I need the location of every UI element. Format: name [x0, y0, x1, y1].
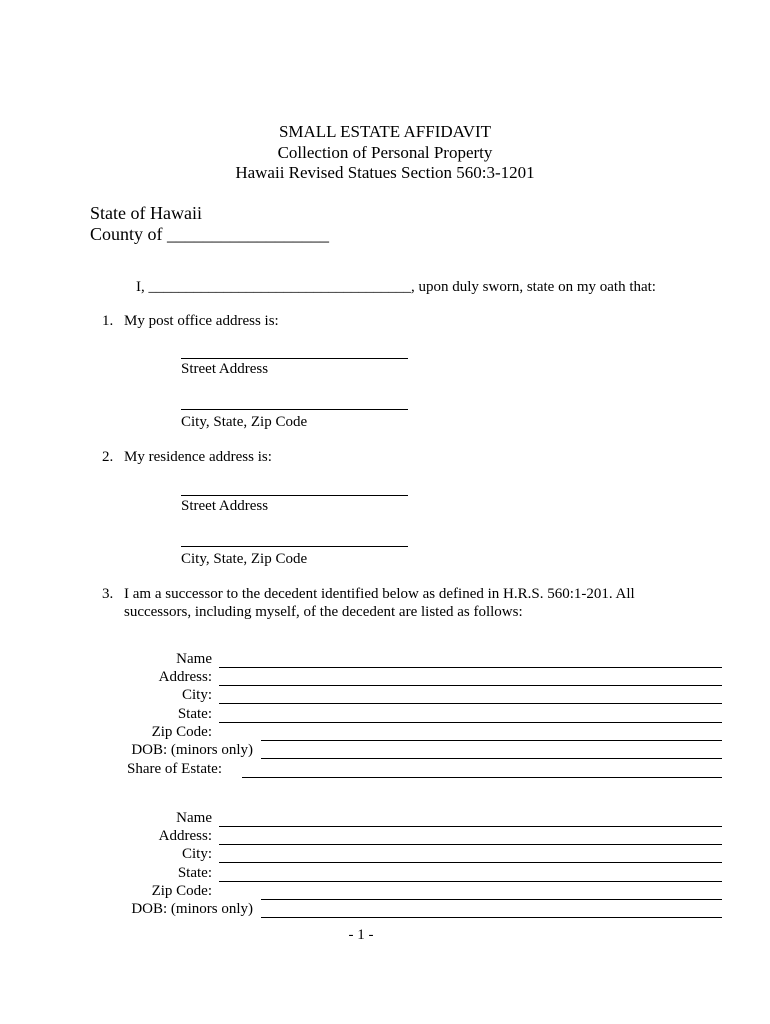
successor-city-field[interactable]	[219, 703, 722, 704]
oath-statement	[136, 279, 656, 296]
po-street-address-label: Street Address	[181, 361, 269, 377]
successor-share-label: Share of Estate:	[127, 761, 222, 777]
successor-address-label: Address:	[158, 828, 212, 844]
res-city-state-zip-field[interactable]	[181, 546, 408, 547]
document-title: SMALL ESTATE AFFIDAVIT	[278, 122, 492, 141]
successor-name-label: Name	[176, 810, 212, 826]
successor-state-field[interactable]	[219, 881, 722, 882]
po-city-state-zip-field[interactable]	[181, 409, 408, 410]
successor-city-label: City:	[181, 846, 212, 862]
oath-prefix: I,	[136, 279, 145, 295]
item-1-number: 1.	[102, 313, 114, 329]
res-street-address-field[interactable]	[181, 495, 408, 496]
successor-zip-field[interactable]	[261, 740, 722, 741]
successor-dob-label: DOB: (minors only)	[131, 742, 253, 758]
item-3-number: 3.	[102, 586, 114, 602]
page-number: - 1 -	[348, 927, 374, 943]
item-3-text-line-2: successors, including myself, of the decedent are listed as follows:	[124, 604, 523, 620]
res-city-state-zip-label: City, State, Zip Code	[181, 551, 308, 567]
item-2-number: 2.	[102, 449, 114, 465]
successor-share-field[interactable]	[242, 777, 722, 778]
successor-state-field[interactable]	[219, 722, 722, 723]
successor-zip-label: Zip Code:	[151, 883, 212, 899]
successor-address-field[interactable]	[219, 844, 722, 845]
successor-dob-field[interactable]	[261, 917, 722, 918]
affiant-name-field[interactable]: ___________________________________	[148, 279, 411, 295]
successor-name-field[interactable]	[219, 667, 722, 668]
successor-address-field[interactable]	[219, 685, 722, 686]
item-3-text-line-1: I am a successor to the decedent identified below as defined in H.R.S. 560:1-201. All	[124, 586, 635, 602]
po-street-address-field[interactable]	[181, 358, 408, 359]
successor-city-field[interactable]	[219, 862, 722, 863]
res-street-address-label: Street Address	[181, 498, 269, 514]
successor-name-field[interactable]	[219, 826, 722, 827]
successor-state-label: State:	[177, 706, 212, 722]
successor-zip-label: Zip Code:	[151, 724, 212, 740]
successor-address-label: Address:	[158, 669, 212, 685]
document-subtitle: Collection of Personal Property	[277, 143, 493, 162]
item-1-text: My post office address is:	[124, 313, 279, 329]
successor-city-label: City:	[181, 687, 212, 703]
venue-county[interactable]: County of __________________	[90, 224, 330, 244]
successor-state-label: State:	[177, 865, 212, 881]
statute-reference: Hawaii Revised Statues Section 560:3-1201	[235, 163, 535, 182]
item-2-text: My residence address is:	[124, 449, 272, 465]
oath-suffix: , upon duly sworn, state on my oath that:	[411, 279, 656, 295]
po-city-state-zip-label: City, State, Zip Code	[181, 414, 308, 430]
successor-dob-label: DOB: (minors only)	[131, 901, 253, 917]
successor-name-label: Name	[176, 651, 212, 667]
venue-state: State of Hawaii	[90, 203, 202, 223]
successor-zip-field[interactable]	[261, 899, 722, 900]
successor-dob-field[interactable]	[261, 758, 722, 759]
